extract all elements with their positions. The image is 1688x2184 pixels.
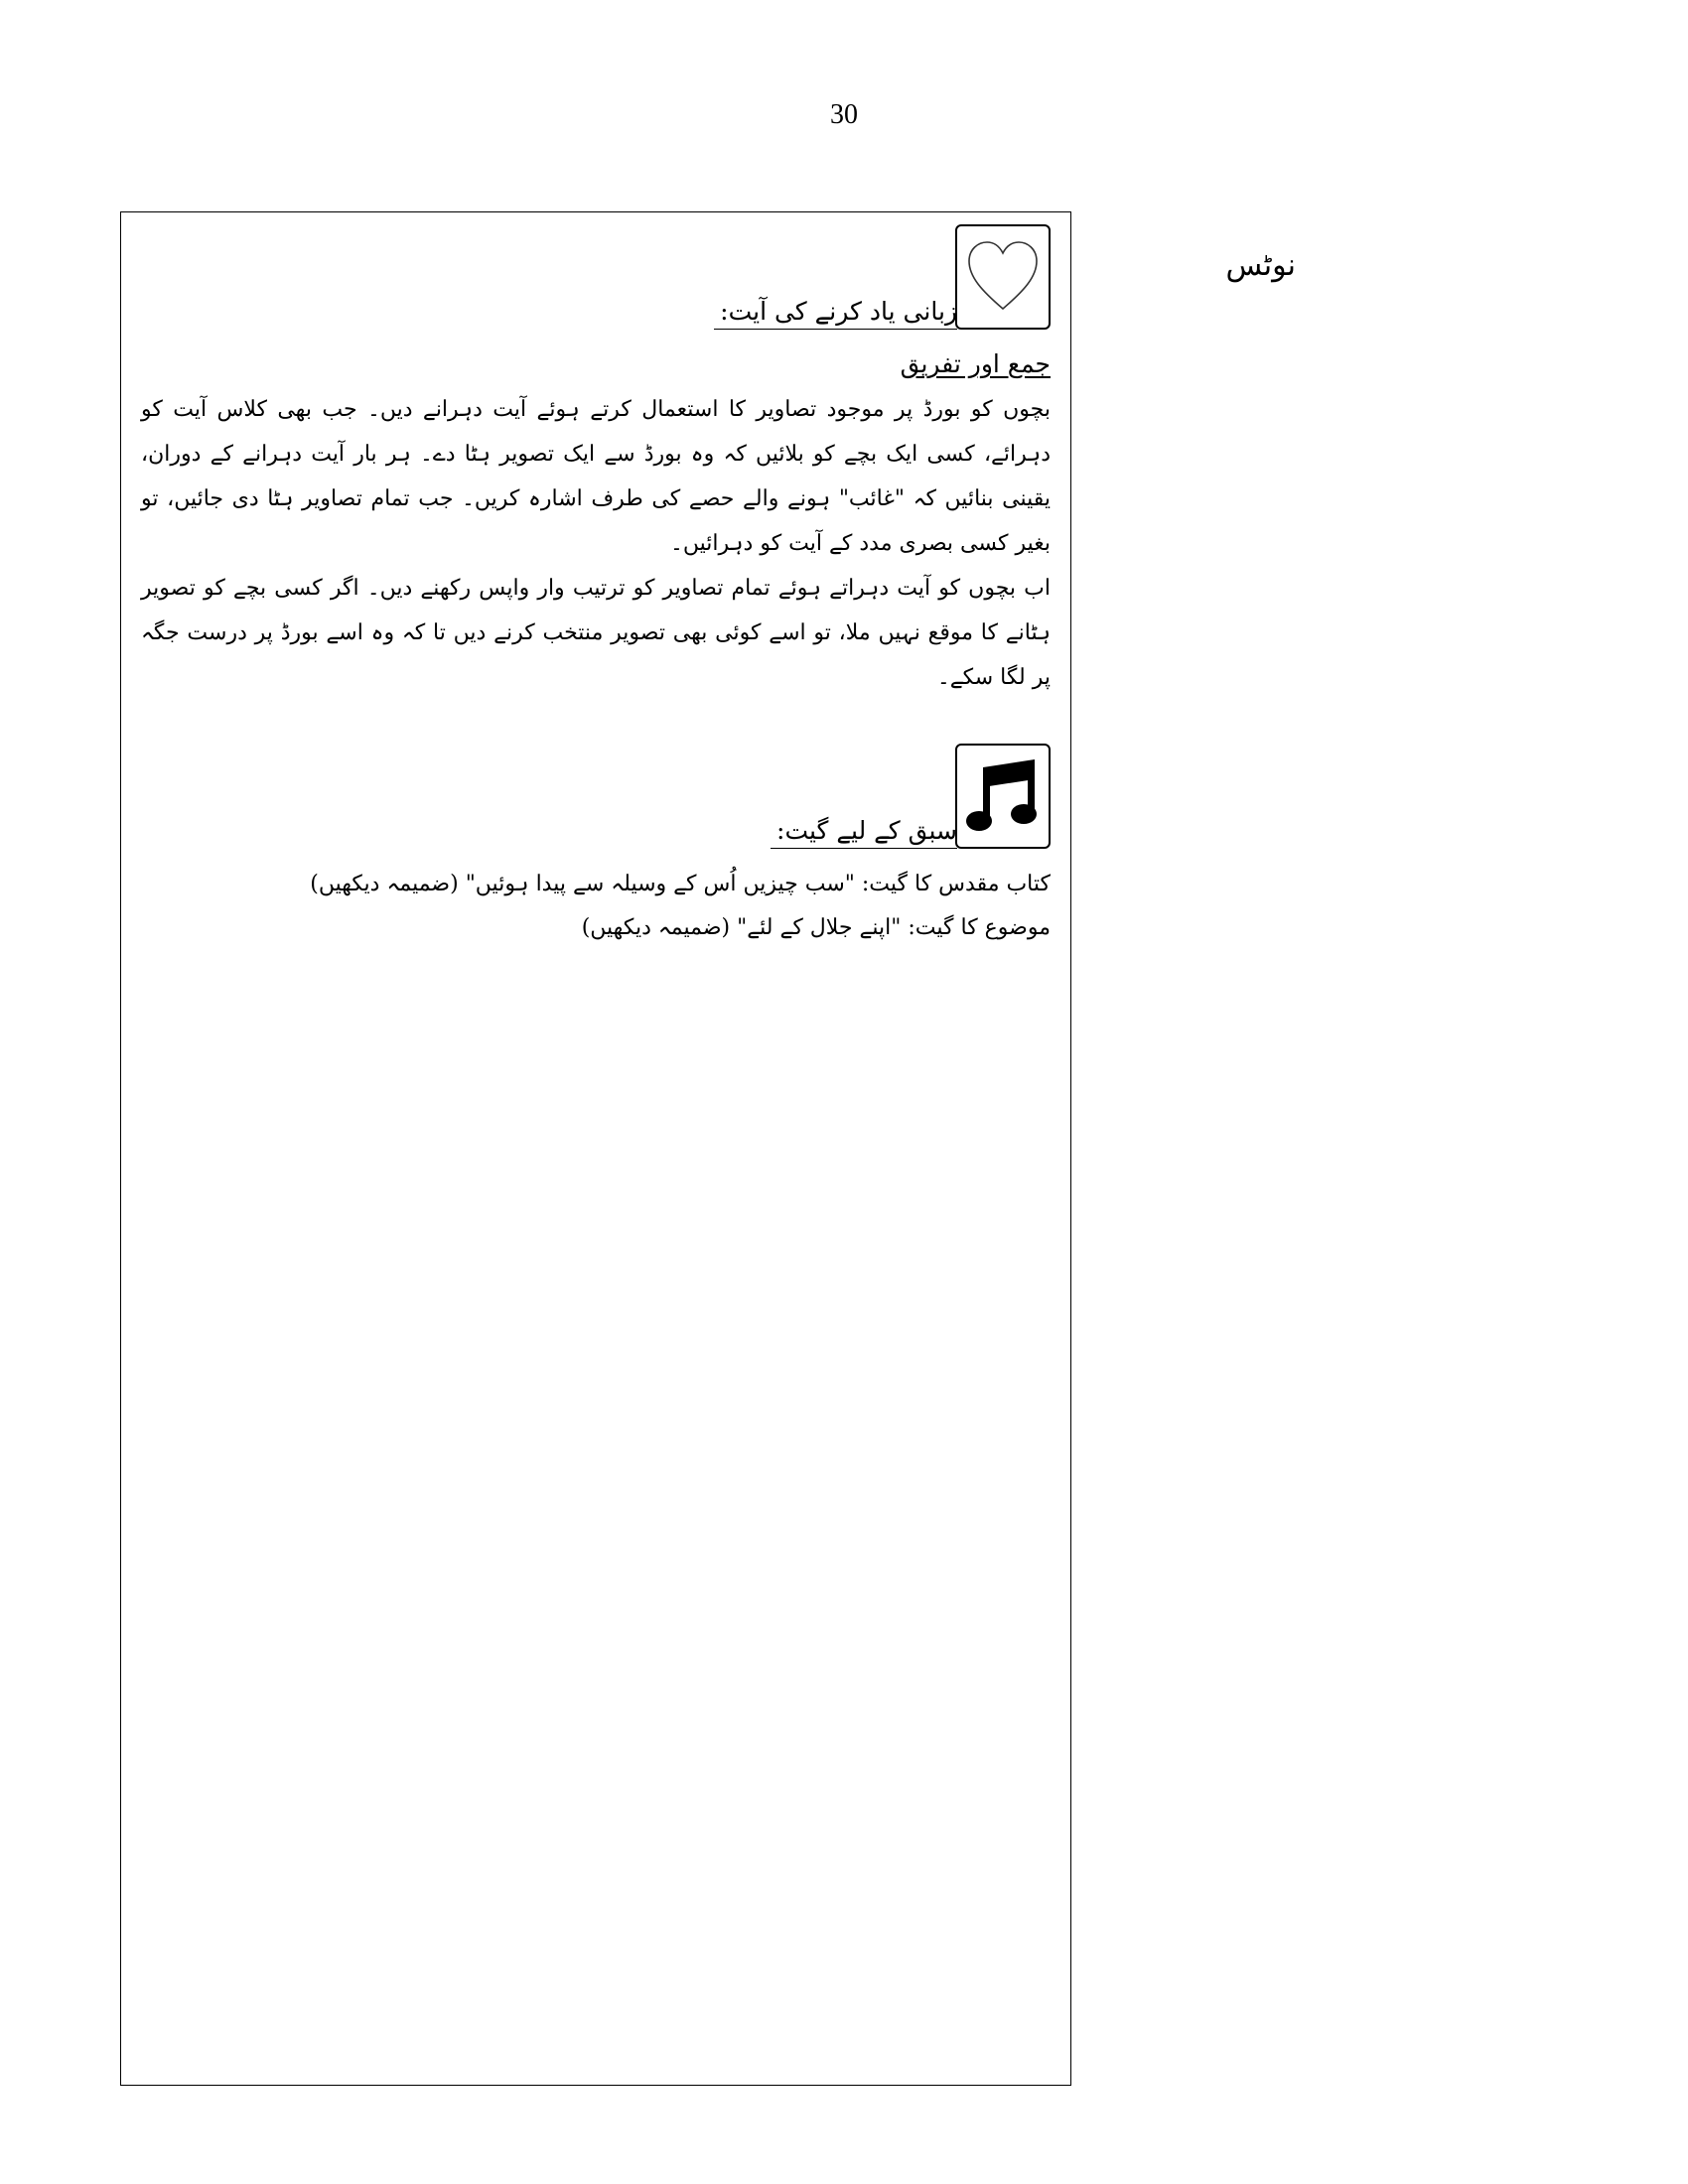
memory-verse-section [141, 224, 1051, 700]
page-number: 30 [830, 99, 858, 130]
songs-header [141, 744, 1051, 849]
memory-verse-subheading: جمع اور تفریق [900, 349, 1051, 378]
songs-label: سبق کے لیے گیت: [776, 816, 957, 845]
bible-song-line: کتاب مقدس کا گیت: "سب چیزیں اُس کے وسیلہ سے پیدا ہوئیں" (ضمیمہ دیکھیں) [310, 872, 1051, 896]
theme-song-line: موضوع کا گیت: "اپنے جلال کے لئے" (ضمیمہ دیکھیں) [581, 915, 1051, 940]
music-icon-frame [955, 744, 1051, 849]
songs-label-line [771, 816, 957, 849]
memory-verse-paragraph: بچوں کو بورڈ پر موجود تصاویر کا استعمال کرتے ہوئے آیت دہرانے دیں۔ جب بھی کلاس آیت کو دہرائے، کسی ایک بچے کو بلائیں کہ وہ بورڈ سے ایک تصویر ہٹا دے۔ ہر بار آیت دہرانے کے دوران، یقینی بنائیں کہ "غائب" ہونے والے حصے کی طرف اشارہ کریں۔ جب تمام تصاویر ہٹا دی جائیں، تو بغیر کسی بصری مدد کے آیت کو دہرائیں۔ [141, 397, 1051, 556]
memory-verse-paragraph: اب بچوں کو آیت دہراتے ہوئے تمام تصاویر کو ترتیب وار واپس رکھنے دیں۔ اگر کسی بچے کو تصویر ہٹانے کا موقع نہیں ملا، تو اسے کوئی بھی تصویر منتخب کرنے دیں تا کہ وہ اسے بورڈ پر درست جگہ پر لگا سکے۔ [141, 576, 1051, 690]
music-note-icon [963, 753, 1043, 839]
heart-icon-frame [955, 224, 1051, 330]
memory-verse-label-line [714, 297, 957, 330]
lesson-content-box [120, 211, 1071, 2086]
notes-label: نوٹس [1225, 248, 1296, 283]
memory-verse-header [141, 224, 1051, 330]
heart-icon [964, 237, 1042, 317]
memory-verse-label: زبانی یاد کرنے کی آیت: [720, 297, 957, 326]
songs-section [141, 744, 1051, 950]
